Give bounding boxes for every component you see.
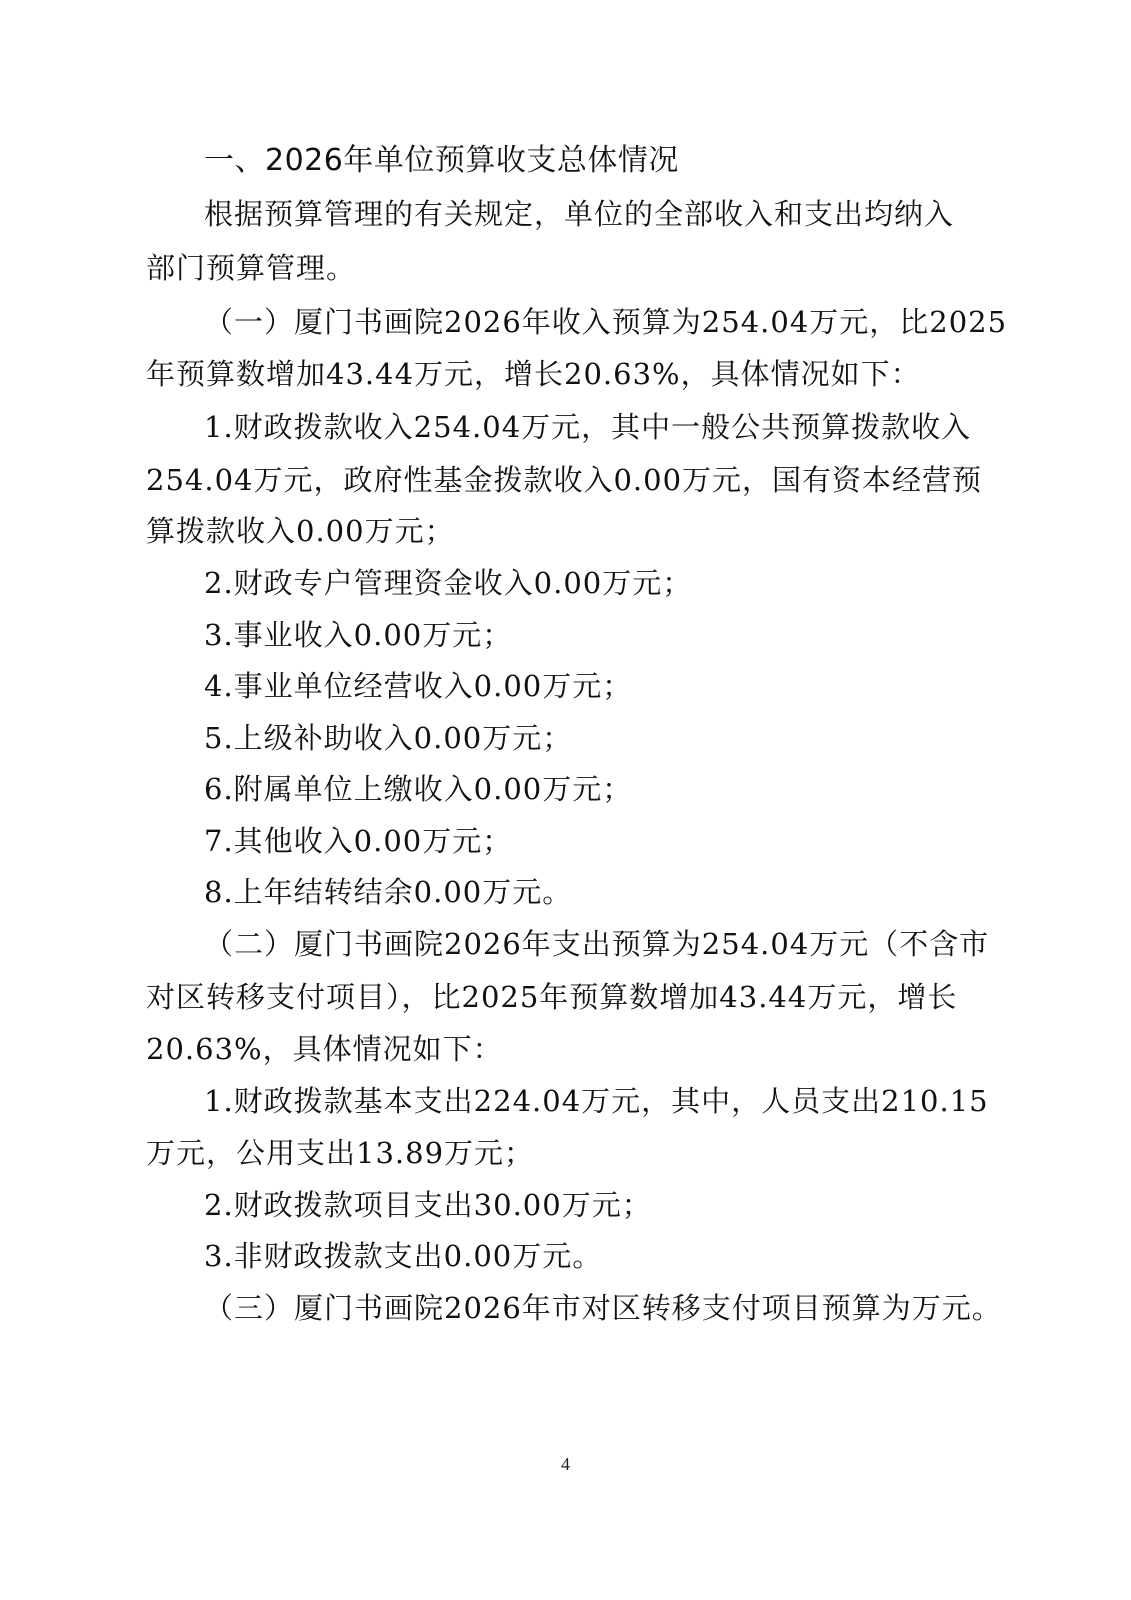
paragraph-line: 6.附属单位上缴收入0.00万元； [204, 772, 633, 806]
paragraph-line: 根据预算管理的有关规定，单位的全部收入和支出均纳入 [204, 197, 955, 231]
paragraph-line: 1.财政拨款收入254.04万元，其中一般公共预算拨款收入 [204, 410, 972, 444]
paragraph-line: 3.非财政拨款支出0.00万元。 [204, 1239, 603, 1273]
paragraph-line: （二）厦门书画院2026年支出预算为254.04万元（不含市 [204, 927, 990, 961]
paragraph-line: 1.财政拨款基本支出224.04万元，其中，人员支出210.15 [204, 1084, 989, 1118]
paragraph-line: 2.财政拨款项目支出30.00万元； [204, 1188, 652, 1222]
paragraph-line: 254.04万元，政府性基金拨款收入0.00万元，国有资本经营预 [146, 463, 983, 497]
paragraph-line: 对区转移支付项目），比2025年预算数增加43.44万元，增长 [146, 980, 958, 1014]
paragraph-line: 万元，公用支出13.89万元； [146, 1136, 535, 1170]
paragraph-line: 20.63%，具体情况如下： [146, 1032, 503, 1066]
page-number: 4 [561, 1454, 570, 1474]
paragraph-line: 部门预算管理。 [146, 251, 357, 285]
paragraph-line: 4.事业单位经营收入0.00万元； [204, 669, 633, 703]
paragraph-line: 5.上级补助收入0.00万元； [204, 721, 573, 755]
paragraph-line: 7.其他收入0.00万元； [204, 824, 513, 858]
paragraph-line: （一）厦门书画院2026年收入预算为254.04万元，比2025 [204, 305, 1008, 339]
paragraph-line: 8.上年结转结余0.00万元。 [204, 875, 573, 909]
paragraph-line: 2.财政专户管理资金收入0.00万元； [204, 566, 693, 600]
paragraph-line: 算拨款收入0.00万元； [146, 514, 455, 548]
paragraph-line: 年预算数增加43.44万元，增长20.63%，具体情况如下： [146, 357, 921, 391]
paragraph-line: 3.事业收入0.00万元； [204, 618, 513, 652]
section-heading: 一、2026年单位预算收支总体情况 [204, 143, 679, 178]
paragraph-line: （三）厦门书画院2026年市对区转移支付项目预算为万元。 [204, 1291, 1002, 1325]
